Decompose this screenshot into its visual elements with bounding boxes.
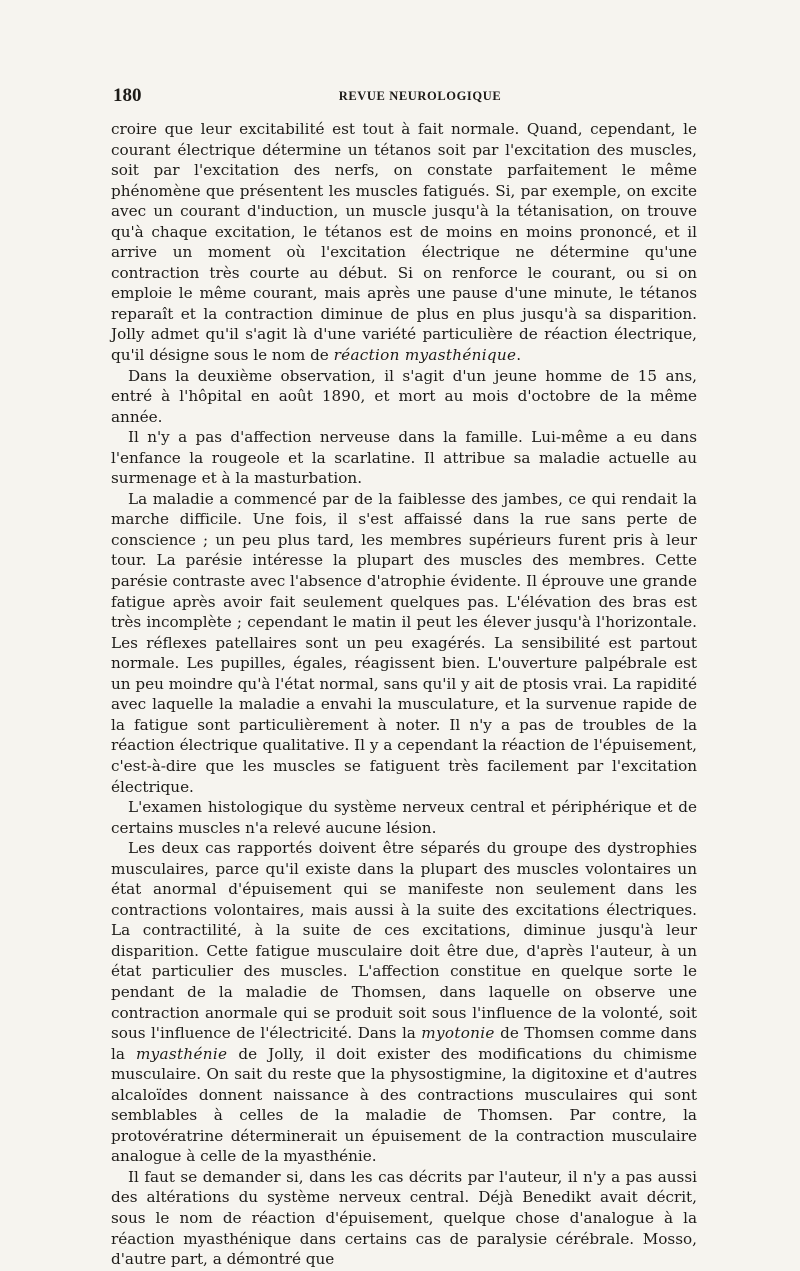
page-number: 180 bbox=[113, 85, 142, 106]
paragraph-6: Les deux cas rapportés doivent être séparés du groupe des dystrophies musculaires, parce qu'il existe dans la plupart des muscles volontaires un état anormal d'épuisement qui se manifeste non seulement dans les contractions volontaires, mais aussi à la suite des excitations électriques. La contractilité, à la suite de ces excitations, diminue jusqu'à leur disparition. Cette fatigue musculaire doit être due, d'après l'auteur, à un état particulier des muscles. L'affection constitue en quelque sorte le pendant de la maladie de Thomsen, dans laquelle on observe une contraction anormale qui se produit soit sous l'influence de la volonté, soit sous l'influence de l'électricité. Dans la myotonie de Thomsen comme dans la myasthénie de Jolly, il doit exister des modifications du chimisme musculaire. On sait du reste que la physostigmine, la digitoxine et d'autres alcaloïdes donnent naissance à des contractions musculaires qui sont semblables à celles de la maladie de Thomsen. Par contre, la protovératrine déterminerait un épuisement de la contraction musculaire analogue à celle de la myasthénie. bbox=[111, 839, 697, 1166]
paragraph-1: croire que leur excitabilité est tout à fait normale. Quand, cependant, le courant électrique détermine un tétanos soit par l'excitation des muscles, soit par l'excitation des nerfs, on constate parfaitement le même phénomène que présentent les muscles fatigués. Si, par exemple, on excite avec un courant d'induction, un muscle jusqu'à la tétanisation, on trouve qu'à chaque excitation, le tétanos est de moins en moins prononcé, et il arrive un moment où l'excitation électrique ne détermine qu'une contraction très courte au début. Si on renforce le courant, ou si on emploie le même courant, mais après une pause d'une minute, le tétanos reparaît et la contraction diminue de plus en plus jusqu'à sa disparition. Jolly admet qu'il s'agit là d'une variété particulière de réaction électrique, qu'il désigne sous le nom de réaction myasthénique. bbox=[111, 120, 697, 365]
paragraph-7: Il faut se demander si, dans les cas décrits par l'auteur, il n'y a pas aussi des altérations du système nerveux central. Déjà Benedikt avait décrit, sous le nom de réaction d'épuisement, quelque chose d'analogue à la réaction myasthénique dans certains cas de paralysie cérébrale. Mosso, d'autre part, a démontré que bbox=[111, 1167, 697, 1269]
paragraph-2: Dans la deuxième observation, il s'agit d'un jeune homme de 15 ans, entré à l'hôpital en août 1890, et mort au mois d'octobre de la même année. bbox=[111, 366, 697, 426]
article-body bbox=[111, 119, 697, 1270]
page-header bbox=[113, 84, 697, 108]
paragraph-3: Il n'y a pas d'affection nerveuse dans la famille. Lui-même a eu dans l'enfance la rougeole et la scarlatine. Il attribue sa maladie actuelle au surmenage et à la masturbation. bbox=[111, 428, 697, 488]
paragraph-4: La maladie a commencé par de la faiblesse des jambes, ce qui rendait la marche difficile. Une fois, il s'est affaissé dans la rue sans perte de conscience ; un peu plus tard, les membres supérieurs furent pris à leur tour. La parésie intéresse la plupart des muscles des membres. Cette parésie contraste avec l'absence d'atrophie évidente. Il éprouve une grande fatigue après avoir fait seulement quelques pas. L'élévation des bras est très incomplète ; cependant le matin il peut les élever jusqu'à l'horizontale. Les réflexes patellaires sont un peu exagérés. La sensibilité est partout normale. Les pupilles, égales, réagissent bien. L'ouverture palpébrale est un peu moindre qu'à l'état normal, sans qu'il y ait de ptosis vrai. La rapidité avec laquelle la maladie a envahi la musculature, et la survenue rapide de la fatigue sont particulièrement à noter. Il n'y a pas de troubles de la réaction électrique qualitative. Il y a cependant la réaction de l'épuisement, c'est-à-dire que les muscles se fatiguent très facilement par l'excitation électrique. bbox=[111, 489, 697, 796]
italic-term: myotonie bbox=[421, 1024, 495, 1043]
italic-term: réaction myasthénique bbox=[333, 346, 517, 365]
paragraph-5: L'examen histologique du système nerveux central et périphérique et de certains muscles n'a relevé aucune lésion. bbox=[111, 798, 697, 837]
running-title: REVUE NEUROLOGIQUE bbox=[338, 89, 502, 103]
italic-term: myasthénie bbox=[135, 1044, 228, 1063]
